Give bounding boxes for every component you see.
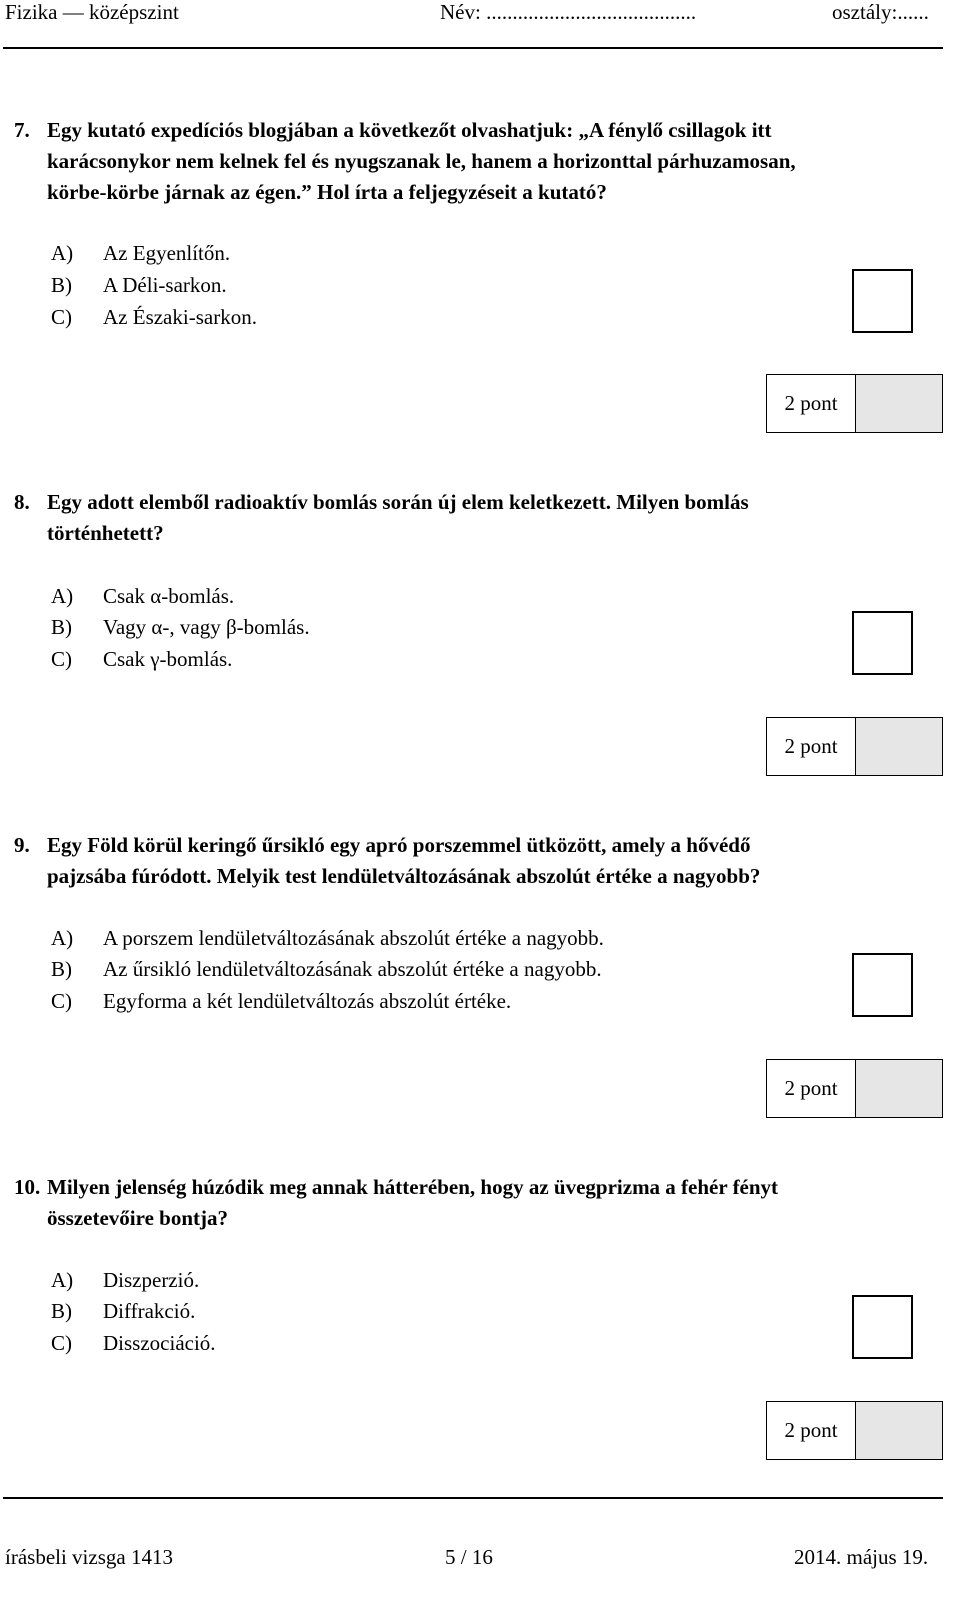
option-letter: B) <box>51 273 72 297</box>
question-text <box>47 487 927 549</box>
answer-box[interactable] <box>852 1295 913 1359</box>
option-text: Diszperzió. <box>103 1268 200 1292</box>
question-line: Egy Föld körül keringő űrsikló egy apró porszemmel ütközött, amely a hővédő <box>47 833 751 857</box>
question-line: Egy kutató expedíciós blogjában a következőt olvashatjuk: „A fénylő csillagok itt <box>47 118 772 142</box>
option-text: Csak γ-bomlás. <box>103 647 233 671</box>
option-a <box>51 238 230 269</box>
header-subject: Fizika — középszint <box>5 0 179 24</box>
option-text: A Déli-sarkon. <box>103 273 227 297</box>
option-letter: A) <box>51 1268 74 1292</box>
points-score-field[interactable] <box>856 718 942 775</box>
question-line: körbe-körbe járnak az égen.” Hol írta a feljegyzéseit a kutató? <box>47 180 607 204</box>
points-score-field[interactable] <box>856 1060 942 1117</box>
option-b <box>51 1296 195 1327</box>
question-line: Egy adott elemből radioaktív bomlás során új elem keletkezett. Milyen bomlás <box>47 490 749 514</box>
option-letter: C) <box>51 305 72 329</box>
option-letter: C) <box>51 989 72 1013</box>
option-text: Az Északi-sarkon. <box>103 305 257 329</box>
option-text: Vagy α-, vagy β-bomlás. <box>103 615 310 639</box>
points-label: 2 pont <box>767 375 856 432</box>
option-a <box>51 923 604 954</box>
option-text: Diffrakció. <box>103 1299 196 1323</box>
option-b <box>51 954 602 985</box>
points-label: 2 pont <box>767 1402 856 1459</box>
option-letter: B) <box>51 615 72 639</box>
option-c <box>51 302 257 333</box>
option-c <box>51 644 232 675</box>
points-box <box>766 1059 943 1118</box>
question-number: 8. <box>14 490 30 514</box>
option-b <box>51 612 310 643</box>
header-rule <box>3 47 943 49</box>
option-text: A porszem lendületváltozásának abszolút értéke a nagyobb. <box>103 926 604 950</box>
points-box <box>766 717 943 776</box>
option-b <box>51 270 227 301</box>
option-letter: C) <box>51 1331 72 1355</box>
question-number: 7. <box>14 118 30 142</box>
question-line: történhetett? <box>47 521 164 545</box>
question-text <box>47 830 927 892</box>
footer-rule <box>3 1497 943 1499</box>
header-name-field: Név: ........................................ <box>440 0 697 24</box>
option-text: Egyforma a két lendületváltozás abszolút értéke. <box>103 989 512 1013</box>
option-letter: C) <box>51 647 72 671</box>
points-score-field[interactable] <box>856 375 942 432</box>
points-label: 2 pont <box>767 1060 856 1117</box>
option-c <box>51 1328 216 1359</box>
question-number: 9. <box>14 833 30 857</box>
question-line: pajzsába fúródott. Melyik test lendületváltozásának abszolút értéke a nagyobb? <box>47 864 761 888</box>
option-letter: A) <box>51 241 74 265</box>
points-label: 2 pont <box>767 718 856 775</box>
option-c <box>51 986 511 1017</box>
footer-date: 2014. május 19. <box>794 1545 929 1569</box>
question-text <box>47 1172 927 1234</box>
points-box <box>766 374 943 433</box>
answer-box[interactable] <box>852 269 913 333</box>
option-text: Az Egyenlítőn. <box>103 241 231 265</box>
footer-page-number: 5 / 16 <box>445 1545 493 1569</box>
option-text: Csak α-bomlás. <box>103 584 235 608</box>
answer-box[interactable] <box>852 953 913 1017</box>
option-letter: A) <box>51 926 74 950</box>
question-number: 10. <box>14 1175 41 1199</box>
points-box <box>766 1401 943 1460</box>
header-class-field: osztály:...... <box>832 0 929 24</box>
option-text: Disszociáció. <box>103 1331 216 1355</box>
option-text: Az űrsikló lendületváltozásának abszolút értéke a nagyobb. <box>103 957 602 981</box>
option-letter: B) <box>51 957 72 981</box>
question-line: karácsonykor nem kelnek fel és nyugszanak le, hanem a horizonttal párhuzamosan, <box>47 149 796 173</box>
option-a <box>51 581 234 612</box>
option-a <box>51 1265 199 1296</box>
question-line: Milyen jelenség húzódik meg annak hátterében, hogy az üvegprizma a fehér fényt <box>47 1175 779 1199</box>
question-line: összetevőire bontja? <box>47 1206 228 1230</box>
answer-box[interactable] <box>852 611 913 675</box>
question-text <box>47 115 927 208</box>
option-letter: B) <box>51 1299 72 1323</box>
footer-exam: írásbeli vizsga 1413 <box>5 1545 173 1569</box>
points-score-field[interactable] <box>856 1402 942 1459</box>
option-letter: A) <box>51 584 74 608</box>
